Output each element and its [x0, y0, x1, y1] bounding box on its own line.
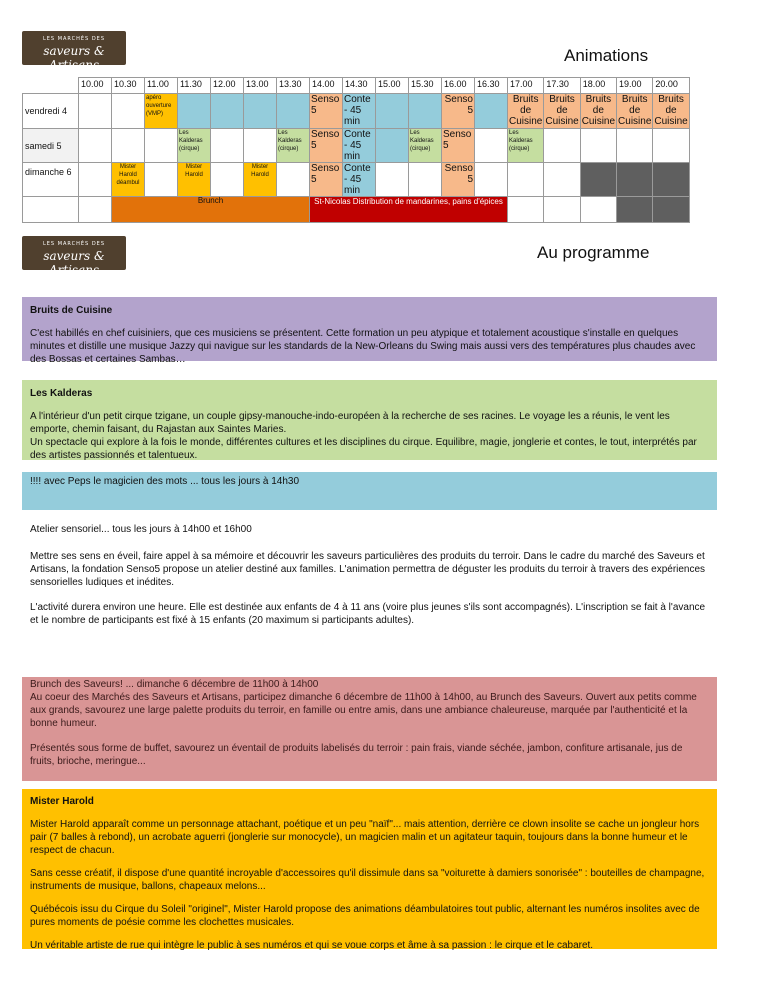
section-text: Un véritable artiste de rue qui intègre le public à ses numéros et qui se voue corps et âme à sa passion : le cirque et le cabaret.: [30, 940, 594, 951]
programme-heading: Au programme: [537, 243, 650, 262]
time-cell: 13.30: [277, 78, 310, 94]
section-text: A l'intérieur d'un petit cirque tzigane, un couple gipsy-manouche-indo-européen à la recherche de ses racines. Le voyage les a réunis, le vent les emporte, chemin faisant, du Rajastan aux Saintes Maries.: [30, 411, 670, 435]
time-cell: 15.30: [409, 78, 442, 94]
logo-big-text-2: saveurs & Artisans: [43, 249, 105, 277]
cell-stnicolas: St-Nicolas Distribution de mandarines, pains d'épices: [310, 197, 508, 223]
time-cell: 12.00: [211, 78, 244, 94]
time-cell: 14.00: [310, 78, 343, 94]
day-label: samedi 5: [23, 129, 79, 163]
cell-harold: Mister Harold: [178, 163, 211, 197]
cell-kalderas: Les Kalderas (cirque): [178, 129, 211, 163]
section-text: Présentés sous forme de buffet, savourez un éventail de produits labelisés du terroir : pain frais, viande séchée, jambon, confiture artisanale, jus de fruits, brioche, meringue...: [30, 743, 683, 767]
cell-bruits: Bruits de Cuisine: [581, 94, 616, 127]
time-cell: 16.00: [442, 78, 475, 94]
time-cell: 19.00: [617, 78, 653, 94]
cell-brunch: Brunch: [112, 197, 310, 223]
section-peps: [22, 472, 717, 510]
logo-small-text: LES MARCHÉS DES: [42, 36, 106, 42]
section-title: Atelier sensoriel... tous les jours à 14h00 et 16h00: [30, 524, 252, 535]
cell-conte: Conte - 45 min: [343, 163, 376, 197]
schedule-row-saturday: [23, 129, 690, 163]
cell-bruits: Bruits de Cuisine: [509, 94, 543, 127]
cell-kalderas: Les Kalderas (cirque): [277, 129, 310, 163]
time-cell: 13.00: [244, 78, 277, 94]
section-text: Un spectacle qui explore à la fois le monde, différentes cultures et les disciplines du cirque. Equilibre, magie, jonglerie et contes, le tout, interprétés par des artistes passionnés et talentueux.: [30, 437, 697, 461]
section-text: Mettre ses sens en éveil, faire appel à sa mémoire et découvrir les saveurs particulières des produits du terroir. Dans le cadre du marché des Saveurs et Artisans, la fondation Senso5 propose un atelier destiné aux familles. L'animation permettra de déguster les produits du terroir à travers des expériences sensorielles ludiques et inédites.: [30, 551, 706, 588]
cell-kalderas: Les Kalderas (cirque): [409, 129, 442, 163]
section-title: Les Kalderas: [30, 388, 93, 399]
section-bruits: [22, 297, 717, 365]
section-harold: [22, 789, 717, 949]
section-text: Mister Harold apparaît comme un personnage attachant, poétique et un peu "naïf"... mais attention, derrière ce clown insolite se cache un jongleur hors pair (7 balles à rebond), un acrobate aguerri (jonglerie sur monocycle), un magicien malin et un agitateur taquin, toujours dans la bonne humeur et le respect de chacun.: [30, 819, 700, 856]
logo-small-text-2: LES MARCHÉS DES: [42, 241, 106, 247]
time-cell: 14.30: [343, 78, 376, 94]
logo-bottom: [22, 236, 126, 277]
section-title: Mister Harold: [30, 796, 94, 807]
time-cell: 11.00: [145, 78, 178, 94]
section-text: !!!! avec Peps le magicien des mots ... tous les jours à 14h30: [30, 476, 300, 487]
time-cell: 11.30: [178, 78, 211, 94]
cell-conte: Conte - 45 min: [343, 129, 376, 163]
cell-apero: apéro ouverture (VMP): [145, 94, 178, 129]
cell-conte: Conte - 45 min: [343, 94, 376, 129]
schedule-row-sunday: [23, 163, 690, 197]
time-cell: 17.30: [544, 78, 580, 94]
cell-harold-deamb: Mister Harold déambul: [112, 163, 145, 197]
time-cell: 20.00: [653, 78, 689, 94]
time-cell: 16.30: [475, 78, 508, 94]
time-cell: 18.00: [580, 78, 616, 94]
cell-senso: Senso 5: [310, 163, 343, 197]
cell-senso: Senso 5: [442, 163, 475, 197]
schedule-row-friday: [23, 94, 690, 129]
time-cell: 17.00: [508, 78, 544, 94]
schedule-table: [22, 77, 690, 223]
section-brunch: [22, 677, 717, 781]
cell-harold: Mister Harold: [244, 163, 277, 197]
cell-senso: Senso 5: [442, 94, 475, 129]
section-title: Bruits de Cuisine: [30, 305, 113, 316]
section-text: C'est habillés en chef cuisiniers, que ces musiciens se présentent. Cette formation un peu atypique et totalement acoustique s'installe en quelques minutes et distille une musique Jazzy qui navigue sur les standards de la New-Orleans du Swing mais aussi vers des températures plus chaudes avec des Bossas et certaines Sambas…: [30, 328, 696, 365]
section-text: L'activité durera environ une heure. Elle est destinée aux enfants de 4 à 11 ans (voire plus jeunes s'ils sont accompagnés). L'inscription se fait à l'avance et le nombre de participants est fixé à 15 enfants (20 maximum si participants adultes).: [30, 602, 706, 626]
animations-heading: Animations: [564, 46, 649, 65]
cell-bruits: Bruits de Cuisine: [618, 94, 652, 127]
cell-kalderas: Les Kalderas (cirque): [508, 129, 544, 163]
cell-bruits: Bruits de Cuisine: [545, 94, 579, 127]
section-text: Au coeur des Marchés des Saveurs et Artisans, participez dimanche 6 décembre de 11h00 à 14h00, au Brunch des Saveurs. Ouvert aux petits comme aux grands, savourez une large palette produits du terroir, en famille ou entre amis, dans une ambiance chaleureuse, marquée par l'authenticité et la bonne humeur.: [30, 692, 697, 729]
time-cell: 15.00: [376, 78, 409, 94]
cell-senso: Senso 5: [442, 129, 475, 163]
section-atelier: [22, 523, 717, 633]
cell-bruits: Bruits de Cuisine: [654, 94, 688, 127]
section-kalderas: [22, 380, 717, 460]
section-text: Sans cesse créatif, il dispose d'une quantité incroyable d'accessoires qu'il dissimule dans sa "voiturette à damiers sonorisée" : bouteilles de champagne, instruments de musique, ballons, chapeaux melons...: [30, 868, 705, 892]
time-cell: 10.30: [112, 78, 145, 94]
logo-big-text: saveurs & Artisans: [43, 44, 105, 72]
day-label: vendredi 4: [23, 94, 79, 129]
cell-senso: Senso 5: [310, 94, 343, 129]
schedule-row-events: [23, 197, 690, 223]
section-title: Brunch des Saveurs! ... dimanche 6 décembre de 11h00 à 14h00: [30, 679, 319, 690]
logo-top: [22, 31, 126, 72]
time-cell: 10.00: [79, 78, 112, 94]
cell-senso: Senso 5: [310, 129, 343, 163]
time-header-row: [23, 78, 690, 94]
section-text: Québécois issu du Cirque du Soleil "originel", Mister Harold propose des animations déambulatoires tout public, alternant les numéros insolites avec de pures moments de poésie comme les clochettes musicales.: [30, 904, 700, 928]
day-label: dimanche 6: [23, 163, 79, 197]
